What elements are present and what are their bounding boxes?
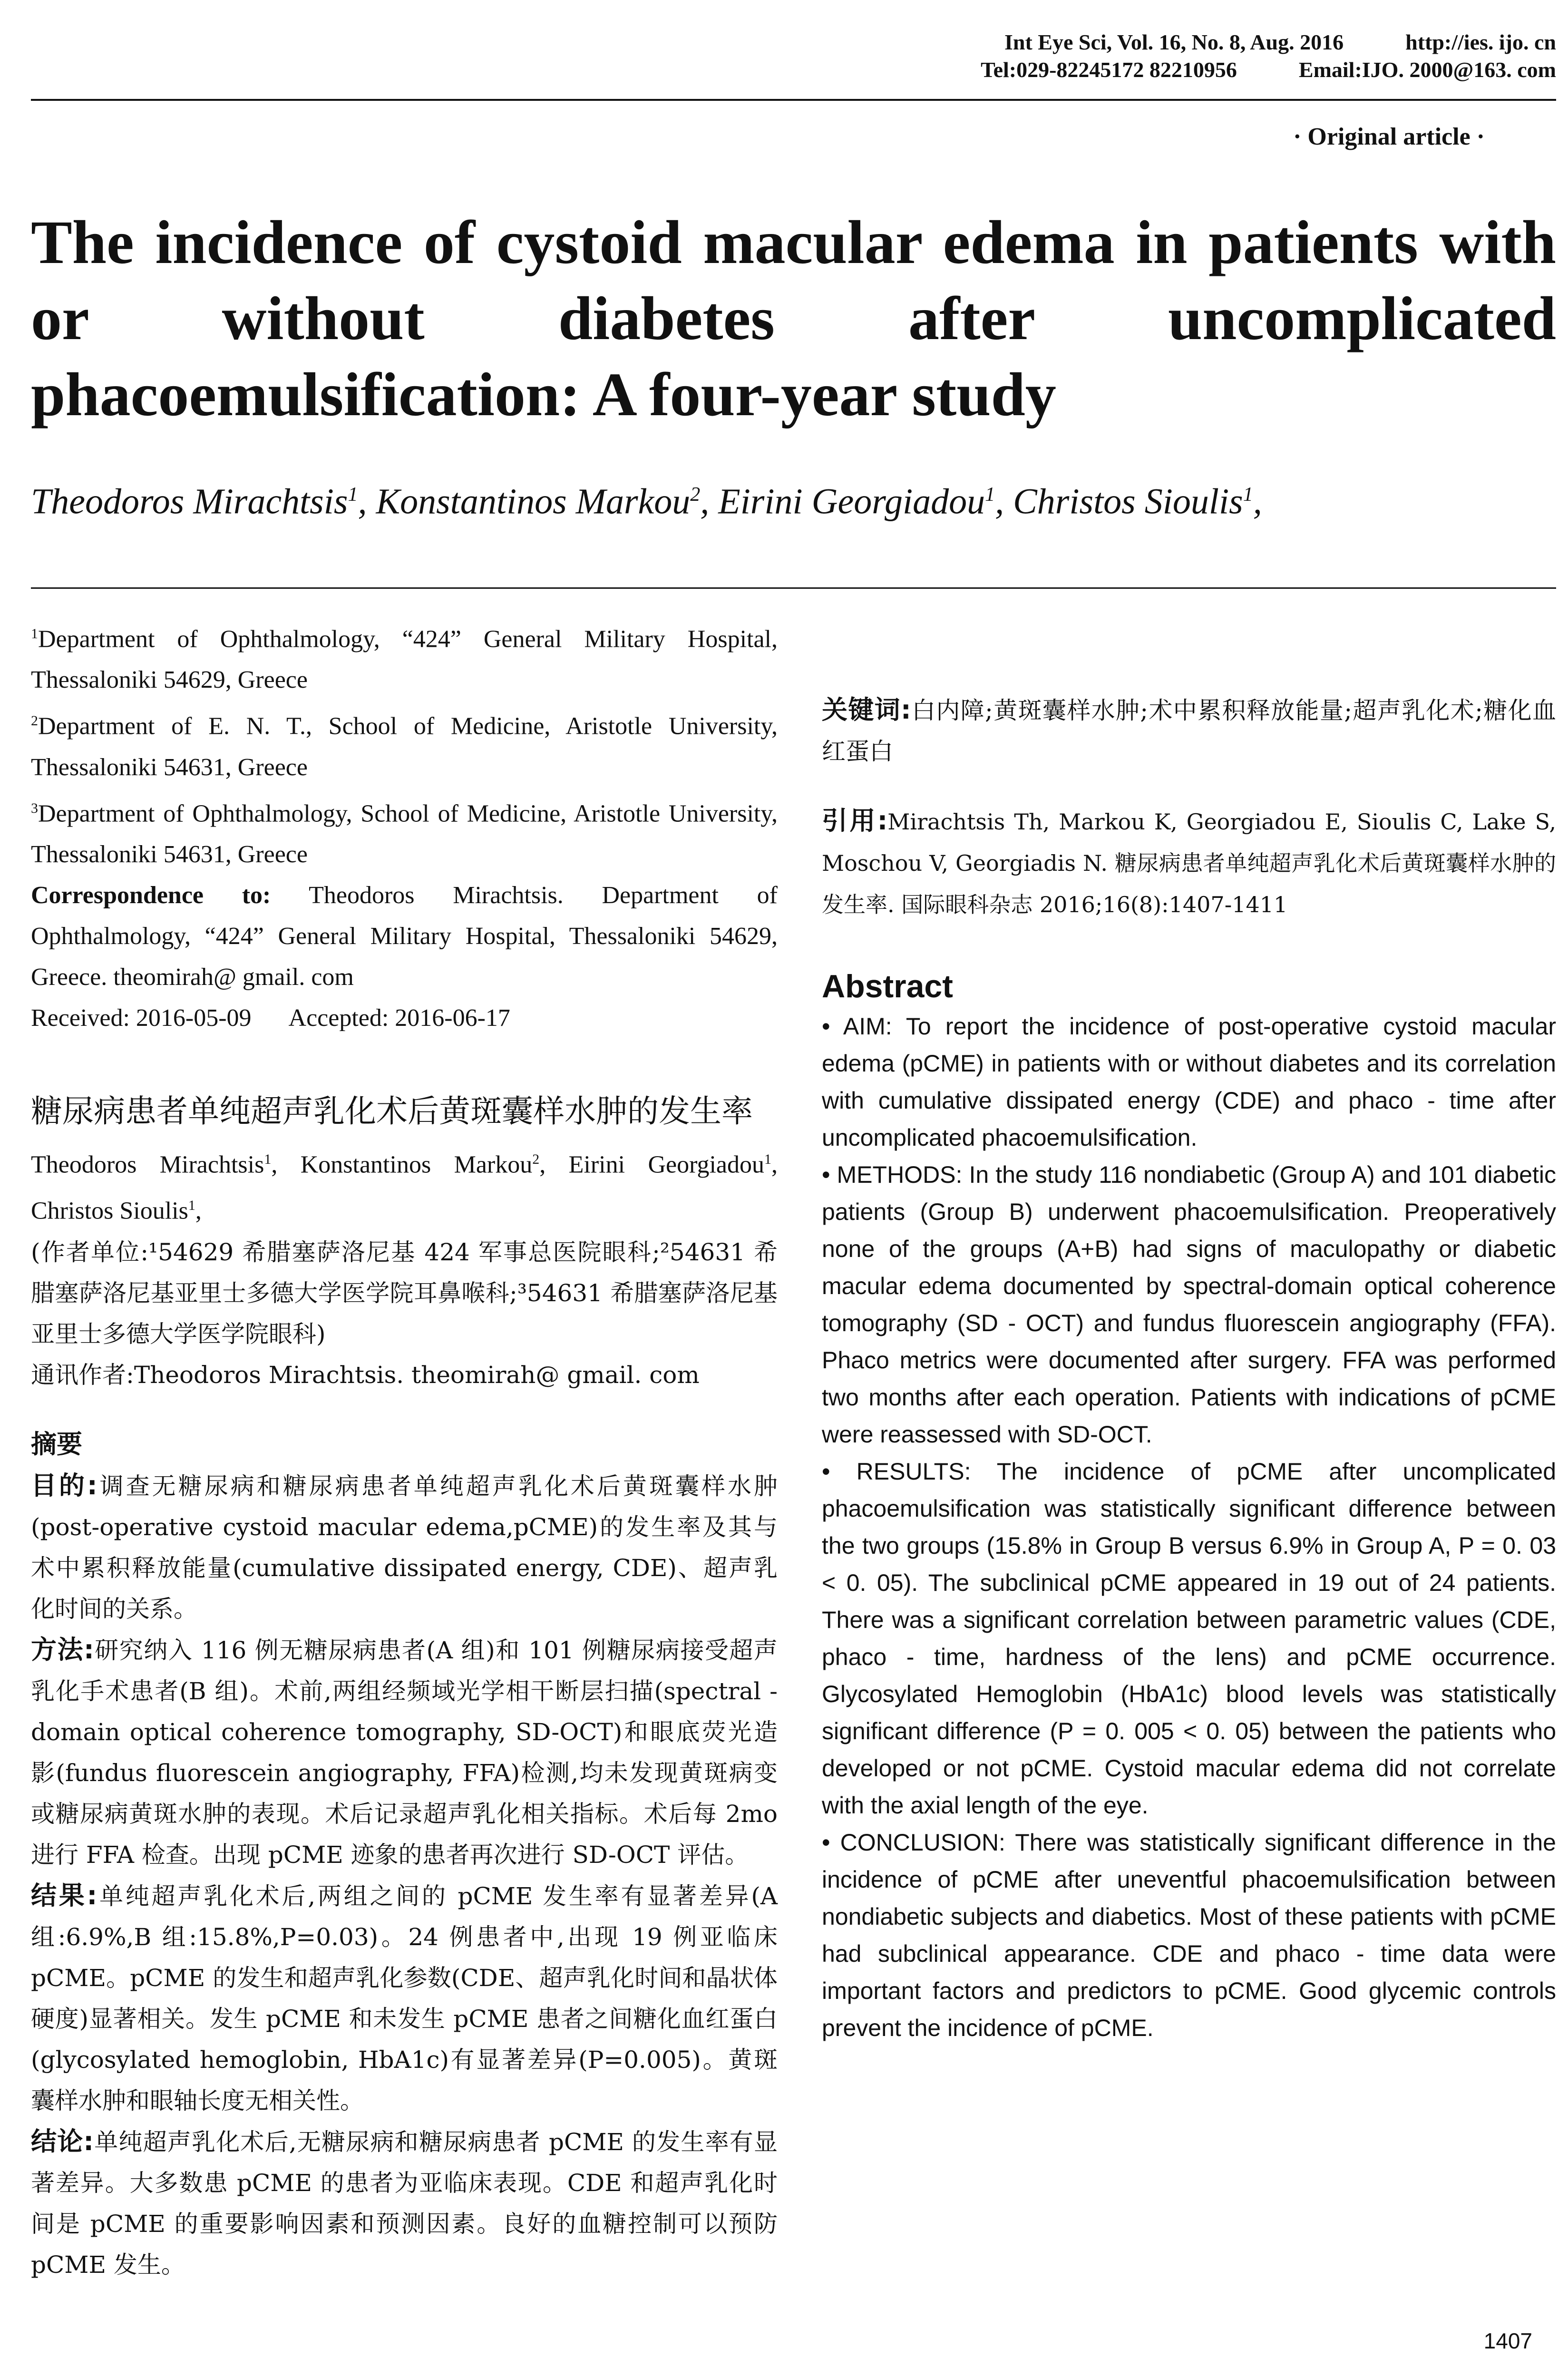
- chinese-keywords: 关键词:白内障;黄斑囊样水肿;术中累积释放能量;超声乳化术;糖化血红蛋白: [822, 695, 1556, 765]
- chinese-methods: 方法:研究纳入 116 例无糖尿病患者(A 组)和 101 例糖尿病接受超声乳化手术患者(B 组)。术前,两组经频域光学相干断层扫描(spectral - domain optical coherence tomography, SD-OCT)和眼底荧光造影(fundus fluorescein angiography, FFA)检测,均未发现黄斑病变或糖尿病黄斑水肿的表现。术后记录超声乳化相关指标。术后每 2mo 进行 FFA 检查。出现 pCME 迹象的患者再次进行 SD-OCT 评估。: [31, 1634, 778, 1869]
- chinese-author-list: Theodoros Mirachtsis$^1$, Konstantinos Markou$^2$, Eirini Georgiadou$^1$, Christos Sioulis$^1$,: [31, 1151, 778, 1225]
- article-dates: [31, 998, 778, 1039]
- journal-tel: Tel:029-82245172 82210956: [981, 58, 1237, 82]
- abstract-conclusion: • CONCLUSION: There was statistically significant difference in the incidence of pCME after uneventful phacoemulsification between nondiabetic subjects and diabetics. Most of these patients with pCME had subclinical appearance. CDE and phaco - time data were important factors and predictors to pCME. Good glycemic controls prevent the incidence of pCME.: [822, 1829, 1556, 2041]
- correspondence-text: Theodoros Mirachtsis. Department of Ophthalmology, “424” General Military Hospital, Thessaloniki 54629, Greece. theomirah@ gmail. com: [31, 881, 778, 991]
- affiliation-1: $^1$Department of Ophthalmology, “424” General Military Hospital, Thessaloniki 54629, Greece: [31, 625, 778, 694]
- author-affiliation-mark: 2: [690, 484, 701, 506]
- chinese-conclusion: 结论:单纯超声乳化术后,无糖尿病和糖尿病患者 pCME 的发生率有显著差异。大多数患 pCME 的患者为亚临床表现。CDE 和超声乳化时间是 pCME 的重要影响因素和预测因素。良好的血糖控制可以预防 pCME 发生。: [31, 2126, 778, 2279]
- chinese-citation: 引用:Mirachtsis Th, Markou K, Georgiadou E, Sioulis C, Lake S, Moschou V, Georgiadis N. 糖尿病患者单纯超声乳化术后黄斑囊样水肿的发生率. 国际眼科杂志 2016;16(8):1407-1411: [822, 806, 1556, 917]
- journal-email[interactable]: Email:IJO. 2000@163. com: [1298, 58, 1556, 82]
- header-divider: [31, 99, 1556, 101]
- chinese-affiliation: (作者单位:¹54629 希腊塞萨洛尼基 424 军事总医院眼科;²54631 希腊塞萨洛尼基亚里士多德大学医学院耳鼻喉科;³54631 希腊塞萨洛尼基亚里士多德大学医学院眼科): [31, 1238, 778, 1348]
- author-affiliation-mark: 1: [348, 484, 358, 506]
- left-column: [31, 614, 778, 2285]
- abstract-aim: • AIM: To report the incidence of post-operative cystoid macular edema (pCME) in patients with or without diabetes and its correlation with cumulative dissipated energy (CDE) and phaco - time after uncomplicated phacoemulsification.: [822, 1013, 1557, 1151]
- title-line-1: The incidence of cystoid macular edema in patients with: [31, 208, 1556, 277]
- article-type-label: · Original article ·: [1293, 123, 1485, 150]
- author-affiliation-mark: 1: [985, 484, 995, 506]
- chinese-title: 糖尿病患者单纯超声乳化术后黄斑囊样水肿的发生率: [31, 1092, 753, 1130]
- author-name: Christos Sioulis: [1013, 481, 1243, 522]
- abstract-results: • RESULTS: The incidence of pCME after uncomplicated phacoemulsification was statistically significant difference between the two groups (15.8% in Group B versus 6.9% in Group A, P = 0. 03 < 0. 05). The subclinical pCME appeared in 19 out of 24 patients. There was a significant correlation between parametric values (CDE, phaco - time, hardness of the lens) and pCME occurrence. Glycosylated Hemoglobin (HbA1c) blood levels was statistically significant difference (P = 0. 005 < 0. 05) between the patients who developed or not pCME. Cystoid macular edema did not correlate with the axial length of the eye.: [822, 1458, 1556, 1819]
- chinese-results: 结果:单纯超声乳化术后,两组之间的 pCME 发生率有显著差异(A 组:6.9%,B 组:15.8%,P=0.03)。24 例患者中,出现 19 例亚临床 pCME。pCME 的发生和超声乳化参数(CDE、超声乳化时间和晶状体硬度)显著相关。发生 pCME 和未发生 pCME 患者之间糖化血红蛋白(glycosylated hemoglobin, HbA1c)有显著差异(P=0.005)。黄斑囊样水肿和眼轴长度无相关性。: [31, 1880, 778, 2114]
- author-divider: [31, 587, 1556, 589]
- author-name: Konstantinos Markou: [376, 481, 691, 522]
- author-list: Theodoros Mirachtsis$^1$, Konstantinos Markou$^2$, Eirini Georgiadou$^1$, Christos Sioulis$^1$,: [31, 481, 1262, 522]
- received-date: Received: 2016-05-09: [31, 1004, 252, 1032]
- chinese-purpose: 目的:调查无糖尿病和糖尿病患者单纯超声乳化术后黄斑囊样水肿(post-operative cystoid macular edema,pCME)的发生率及其与术中累积释放能量(cumulative dissipated energy, CDE)、超声乳化时间的关系。: [31, 1470, 778, 1623]
- correspondence-label: Correspondence to:: [31, 881, 271, 909]
- author-affiliation-mark: 1: [1243, 484, 1253, 506]
- correspondence: [31, 875, 778, 998]
- accepted-date: Accepted: 2016-06-17: [288, 1004, 510, 1032]
- right-column: [822, 614, 1556, 2046]
- journal-website[interactable]: http://ies. ijo. cn: [1405, 30, 1556, 54]
- page-number: 1407: [1483, 2328, 1532, 2353]
- journal-citation-line: Int Eye Sci, Vol. 16, No. 8, Aug. 2016: [1004, 30, 1344, 54]
- abstract-heading: Abstract: [822, 968, 953, 1004]
- chinese-abstract-heading: 摘要: [31, 1429, 82, 1459]
- chinese-correspondence: 通讯作者:Theodoros Mirachtsis. theomirah@ gmail. com: [31, 1361, 700, 1389]
- title-line-2: or without diabetes after uncomplicated: [31, 284, 1556, 353]
- affiliation-2: $^2$Department of E. N. T., School of Medicine, Aristotle University, Thessaloniki 54631, Greece: [31, 712, 778, 781]
- affiliation-3: $^3$Department of Ophthalmology, School of Medicine, Aristotle University, Thessaloniki 54631, Greece: [31, 799, 778, 868]
- abstract-methods: • METHODS: In the study 116 nondiabetic (Group A) and 101 diabetic patients (Group B) underwent phacoemulsification. Preoperatively none of the groups (A+B) had signs of maculopathy or diabetic macular edema documented by spectral-domain optical coherence tomography (SD - OCT) and fundus fluorescein angiography (FFA). Phaco metrics were documented after surgery. FFA was performed two months after each operation. Patients with indications of pCME were reassessed with SD-OCT.: [822, 1161, 1556, 1448]
- article-title: [31, 205, 1556, 433]
- title-line-3: phacoemulsification: A four-year study: [31, 360, 1056, 429]
- author-name: Theodoros Mirachtsis: [31, 481, 348, 522]
- journal-header: [700, 29, 1556, 84]
- author-name: Eirini Georgiadou: [718, 481, 985, 522]
